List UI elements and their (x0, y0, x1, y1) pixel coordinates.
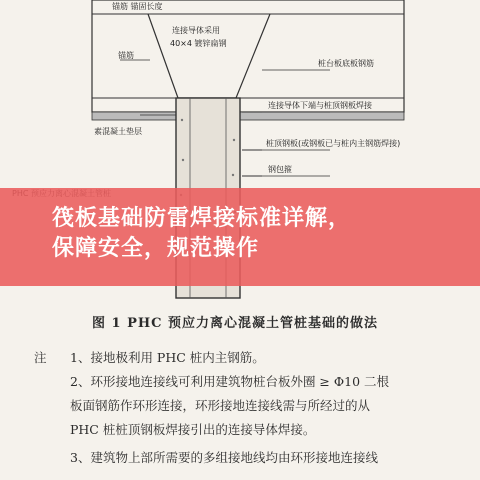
cushion-layer (92, 112, 404, 120)
label-anchor: 锚筋 (118, 51, 134, 60)
side-arrows (242, 112, 262, 176)
label-plate: 桩顶钢板(或钢板已与桩内主钢筋焊接) (266, 139, 401, 148)
notes-label: 注 (34, 350, 47, 365)
label-cushion: 素混凝土垫层 (94, 127, 142, 136)
note-line-3: 板面钢筋作环形连接，环形接地连接线需与所经过的从 (70, 398, 371, 413)
cap-slab (92, 0, 404, 112)
note-line-5: 3、建筑物上部所需要的多组接地线均由环形接地连接线 (70, 450, 378, 465)
label-conductor-2: 40×4 镀锌扁钢 (170, 39, 227, 48)
note-line-2: 2、环形接地连接线可利用建筑物桩台板外圈 ≥ Φ10 二根 (70, 374, 390, 389)
label-top-bar: 锚筋 锚固长度 (112, 2, 163, 11)
note-line-4: PHC 桩桩顶钢板焊接引出的连接导体焊接。 (70, 422, 316, 437)
note-line-1: 1、接地极利用 PHC 桩内主钢筋。 (70, 350, 265, 365)
banner-line-1: 筏板基础防雷焊接标准详解， (52, 206, 352, 231)
label-cap-rebar: 桩台板底板钢筋 (318, 59, 374, 68)
figure-caption: 图 1 PHC 预应力离心混凝土管桩基础的做法 (92, 316, 379, 331)
banner-line-2: 保障安全，规范操作 (52, 236, 260, 261)
label-hoop: 钢包箍 (268, 165, 292, 174)
label-weld: 连接导体下端与桩顶钢板焊接 (268, 101, 372, 110)
banner-title (52, 204, 452, 264)
label-conductor-1: 连接导体采用 (172, 26, 220, 35)
